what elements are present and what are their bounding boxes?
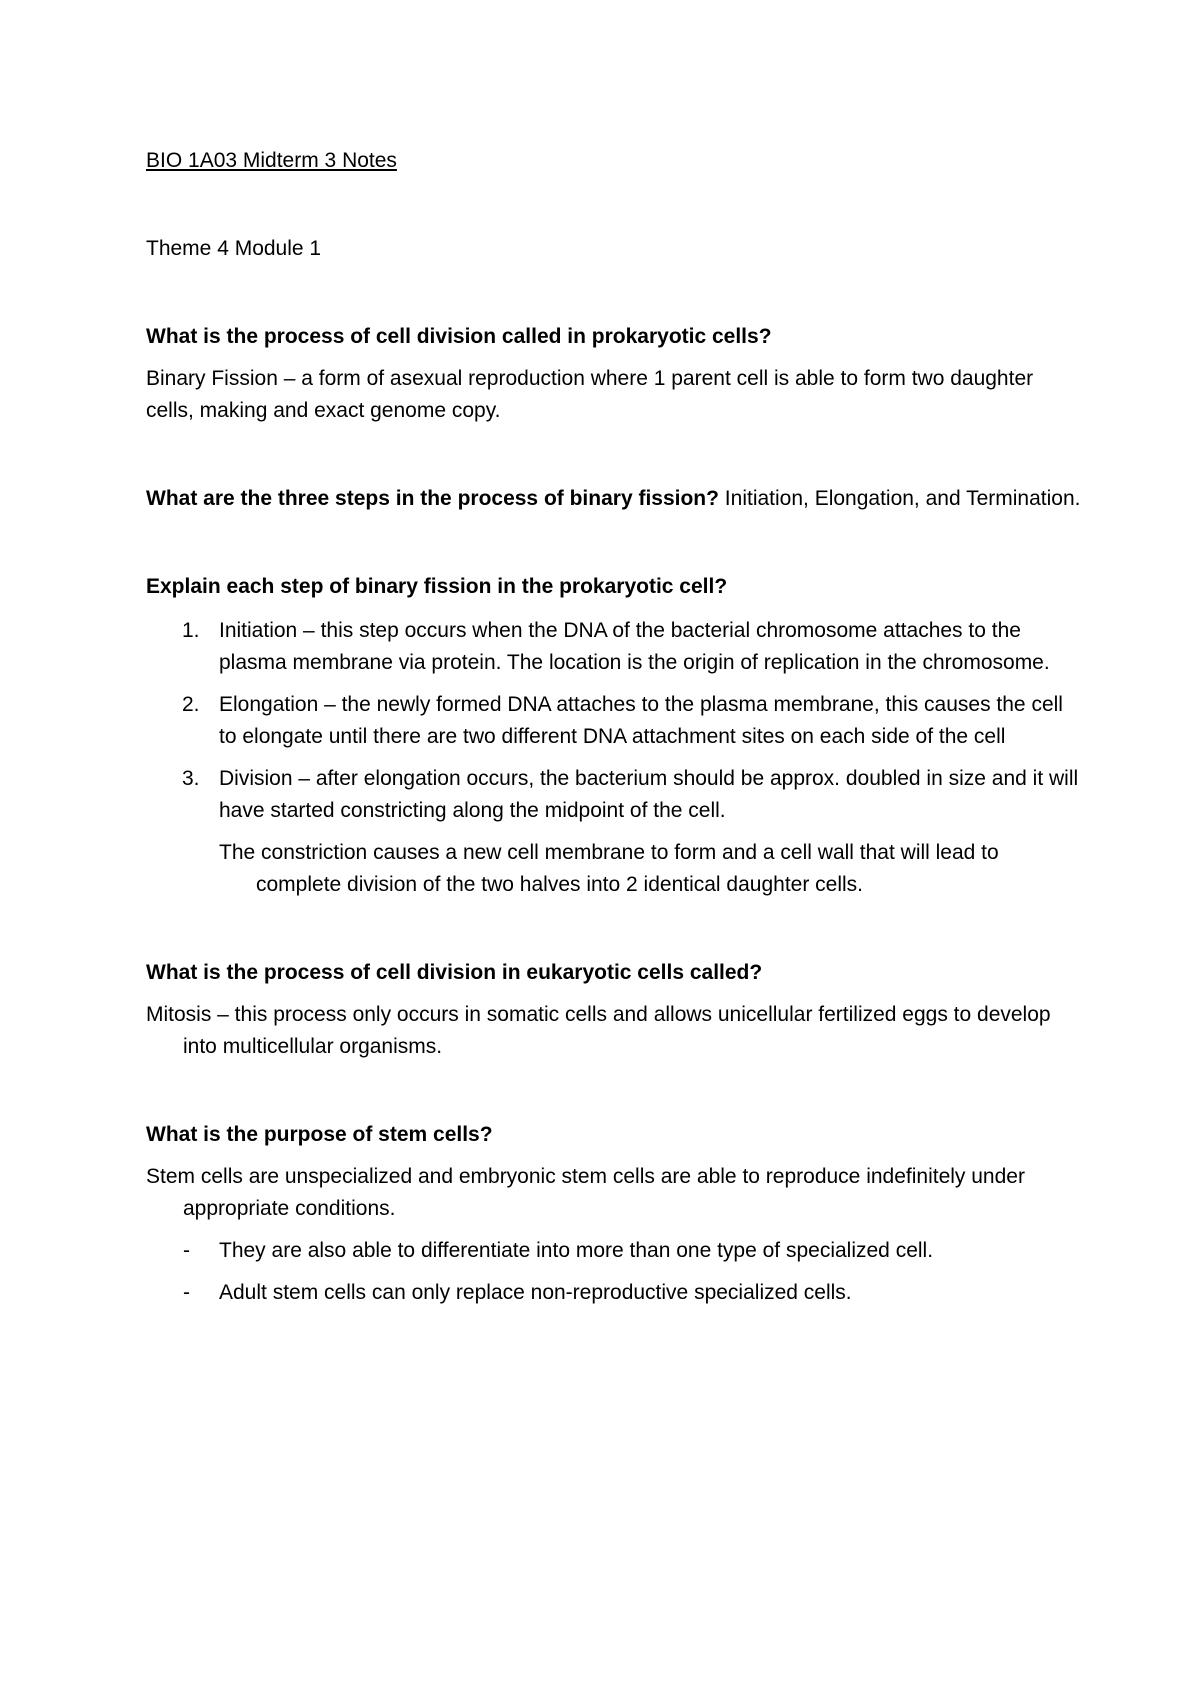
dash-marker: - (183, 1239, 190, 1262)
list-number: 2. (182, 693, 200, 716)
list-item (146, 689, 1086, 753)
steps-list (146, 615, 1086, 827)
constriction-note-wrapper (146, 837, 1086, 901)
answer-binary-fission: Binary Fission – a form of asexual reproduction where 1 parent cell is able to form two daughter cells, making and exact genome copy. (146, 367, 1034, 422)
list-item-text: They are also able to differentiate into more than one type of specialized cell. (219, 1239, 934, 1262)
list-item-text: Elongation – the newly formed DNA attaches to the plasma membrane, this causes the cell to elongate until there are two different DNA attachment sites on each side of the cell (219, 693, 1063, 748)
constriction-note: The constriction causes a new cell membrane to form and a cell wall that will lead to complete division of the two halves into 2 identical daughter cells. (219, 841, 999, 896)
theme-heading: Theme 4 Module 1 (146, 237, 322, 260)
document-title: BIO 1A03 Midterm 3 Notes (146, 149, 397, 172)
list-number: 3. (182, 767, 200, 790)
stem-cell-bullets (146, 1235, 1086, 1309)
answer-binary-fission-steps: Initiation, Elongation, and Termination. (718, 487, 1081, 510)
answer-mitosis: Mitosis – this process only occurs in somatic cells and allows unicellular fertilized eggs to develop into multicellular organisms. (146, 1003, 1051, 1058)
list-number: 1. (182, 619, 200, 642)
question-binary-fission-steps: What are the three steps in the process of binary fission? (146, 487, 719, 510)
question-prokaryotic-division: What is the process of cell division called in prokaryotic cells? (146, 325, 772, 348)
question-eukaryotic-division: What is the process of cell division in eukaryotic cells called? (146, 961, 763, 984)
question-stem-cells: What is the purpose of stem cells? (146, 1123, 493, 1146)
document-body (146, 145, 1086, 1319)
list-item-text: Initiation – this step occurs when the DNA of the bacterial chromosome attaches to the plasma membrane via protein. The location is the origin of replication in the chromosome. (219, 619, 1050, 674)
list-item-text: Division – after elongation occurs, the bacterium should be approx. doubled in size and it will have started constricting along the midpoint of the cell. (219, 767, 1079, 822)
list-item (146, 763, 1086, 827)
dash-marker: - (183, 1281, 190, 1304)
list-item (146, 615, 1086, 679)
answer-stem-cells: Stem cells are unspecialized and embryonic stem cells are able to reproduce indefinitely under appropriate conditions. (146, 1165, 1025, 1220)
qa-binary-fission-steps (146, 483, 1086, 515)
list-item (146, 1235, 1086, 1267)
question-explain-steps: Explain each step of binary fission in the prokaryotic cell? (146, 575, 728, 598)
list-item (146, 1277, 1086, 1309)
list-item-text: Adult stem cells can only replace non-reproductive specialized cells. (219, 1281, 852, 1304)
